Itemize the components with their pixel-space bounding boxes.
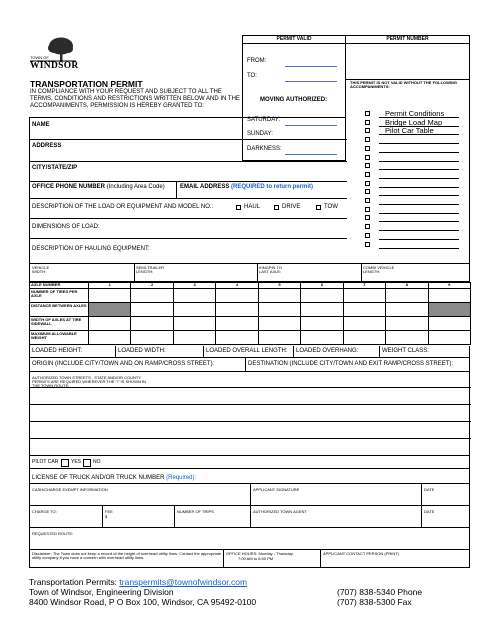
axle-value-cell[interactable] [259,317,301,331]
weight-class-label: WEIGHT CLASS: [382,348,429,354]
accompaniment-line [379,169,459,170]
email-label [180,184,313,191]
disclaimer-row [29,550,470,568]
kingpin-text: KINGPIN TO [259,265,282,270]
accompaniments-notice: THIS PERMIT IS NOT VALID WITHOUT THE FOLLOWING ACCOMPANIMENTS: [350,80,458,90]
width-text: WIDTH: [32,269,47,275]
axle-value-cell[interactable] [216,317,258,331]
town-logo [30,36,79,74]
saturday-label: SATURDAY: [247,117,281,123]
permit-number-header: PERMIT NUMBER [386,36,429,42]
axle-value-cell[interactable] [174,317,216,331]
footer-fax: (707) 838-5300 Fax [337,597,412,607]
combi-length-label [363,266,394,274]
logo-town-of: TOWN OF [30,55,49,60]
axle-row-label: MAXIMUM ALLOWABLE WEIGHT [30,331,89,345]
axle-value-cell[interactable] [131,289,173,303]
axle-value-cell[interactable] [216,289,258,303]
accompaniment-line [379,248,459,249]
accompaniment-checkbox[interactable] [365,128,370,133]
accompaniment-checkbox[interactable] [365,172,370,177]
axle-number-cell: 2 [131,282,173,289]
axle-number-cell: 4 [216,282,258,289]
axle-value-cell[interactable] [259,331,301,345]
accompaniment-checkbox[interactable] [365,155,370,160]
axle-value-cell[interactable] [301,331,343,345]
sunday-label: SUNDAY: [247,131,273,137]
accompaniment-line [379,204,459,205]
kingpin-label [259,266,282,274]
license-row [29,468,470,484]
pilot-car-label: PILOT CAR [32,459,59,465]
vehicle-dimensions-row [29,264,470,282]
tow-checkbox[interactable] [316,205,321,210]
loaded-overall-label: LOADED OVERALL LENGTH: [206,348,288,354]
date-label-1: DATE [424,487,435,492]
axle-value-cell[interactable] [259,303,301,317]
axle-table [29,282,470,346]
accompaniment-checkbox[interactable] [365,233,370,238]
accompaniment-line [379,195,459,196]
axle-value-cell[interactable] [386,289,428,303]
accompaniment-line [379,213,459,214]
axle-value-cell[interactable] [386,331,428,345]
axle-value-cell[interactable] [429,289,471,303]
page-title: TRANSPORTATION PERMIT [30,79,143,89]
pilot-car-row [29,456,470,468]
accompaniment-checkbox[interactable] [365,224,370,229]
destination-label: DESTINATION (INCLUDE CITY/TOWN AND EXIT RAMP/CROSS STREET): [248,361,454,367]
phone-label-note: (Including Area Code) [106,184,165,190]
accompaniment-line [379,239,459,240]
date-label-2: DATE [424,509,435,514]
loaded-height-label: LOADED HEIGHT: [32,348,83,354]
office-hours-label: OFFICE HOURS: Monday - Thursday [226,551,293,556]
axle-value-cell[interactable] [301,303,343,317]
description-label: DESCRIPTION OF THE LOAD OR EQUIPMENT AND MODEL NO.: [32,204,214,210]
dimensions-label: DIMENSIONS OF LOAD: [32,224,100,230]
axle-value-cell[interactable] [174,303,216,317]
axle-row-label: NUMBER OF TIRES PER AXLE [30,289,89,303]
email-label-text: EMAIL ADDRESS [180,184,230,190]
axle-value-cell[interactable] [429,303,471,317]
drive-label: DRIVE [282,204,301,210]
axle-value-cell[interactable] [344,331,386,345]
intro-text: IN COMPLIANCE WITH YOUR REQUEST AND SUBJECT TO ALL THE TERMS, CONDITIONS AND RESTRICTIONS WRITTEN BELOW AND IN THE ACCOMPANIMENTS, PERMISSION IS HEREBY GRANTED TO: [30,89,240,109]
accompaniment-checkbox[interactable] [365,215,370,220]
hauling-equipment-label: DESCRIPTION OF HAULING EQUIPMENT: [32,246,150,252]
axle-value-cell[interactable] [344,303,386,317]
pilot-no-label: NO [93,459,101,465]
accompaniment-line [379,187,459,188]
darkness-label: DARKNESS: [247,146,282,152]
axle-value-cell[interactable] [174,289,216,303]
authorized-streets-box [29,372,470,456]
footer-phone: (707) 838-5340 Phone [337,587,423,597]
fee-value: $ [105,514,108,519]
to-label: TO: [247,73,257,79]
accompaniment-checkbox[interactable] [365,198,370,203]
accompaniment-item-label: Permit Conditions [385,109,445,118]
moving-authorized-label: MOVING AUTHORIZED: [260,97,328,103]
axle-row-label: DISTANCE BETWEEN AXLES [30,303,89,317]
length2-text: LENGTH: [363,269,381,275]
license-text: LICENSE OF TRUCK AND/OR TRUCK NUMBER [32,475,165,481]
name-label: NAME [32,122,50,128]
loaded-overhang-label: LOADED OVERHANG: [296,348,359,354]
axle-number-cell: 8 [386,282,428,289]
charge-to-label: CHARGE TO: [32,509,57,514]
axle-value-cell[interactable] [89,289,131,303]
accompaniment-line [379,230,459,231]
accompaniment-checkbox[interactable] [365,120,370,125]
logo-windsor: WINDSOR [30,61,79,71]
phone-label-text: OFFICE PHONE NUMBER [32,184,106,190]
contact-person-label: APPLICANT CONTACT PERSON (PRINT) [323,551,400,556]
footer-email-link[interactable]: transpermits@townofwindsor.com [119,577,248,587]
pilot-yes-box[interactable] [61,459,69,467]
axle-number-cell: 9 [429,282,471,289]
footer-address: 8400 Windsor Road, P O Box 100, Windsor, CA 95492-0100 [29,597,257,607]
phone-label [32,184,165,191]
accompaniment-checkbox[interactable] [365,137,370,142]
accompaniment-line [379,178,459,179]
axle-number-cell: 7 [344,282,386,289]
loaded-width-label: LOADED WIDTH: [118,348,166,354]
accompaniment-checkbox[interactable] [365,111,370,116]
permit-valid-header: PERMIT VALID [276,36,312,42]
number-of-trips-label: NUMBER OF TRIPS [177,509,214,514]
footer [29,578,470,614]
accompaniment-checkbox[interactable] [365,163,370,168]
license-label [32,475,196,482]
semi-text: SEMI-TRAILER [136,265,165,270]
accompaniment-checkbox[interactable] [365,207,370,212]
charge-fee-row [29,506,470,528]
axle-number-cell: 5 [259,282,301,289]
accompaniment-checkbox[interactable] [365,242,370,247]
accompaniment-line [379,221,459,222]
footer-permits-label: Transportation Permits: [29,577,118,587]
pilot-yes-label: YES [71,459,82,465]
pilot-no-box[interactable] [83,459,91,467]
footer-org: Town of Windsor, Engineering Division [29,587,174,597]
email-label-note: (REQUIRED to return permit) [231,184,314,190]
axle-value-cell[interactable] [301,317,343,331]
accompaniment-checkbox[interactable] [365,189,370,194]
accompaniment-line [379,152,459,153]
axle-number-cell: 3 [174,282,216,289]
combi-text: COMBI VEHICLE [363,265,395,270]
axle-row-label: AXLE NUMBER [30,282,89,289]
accompaniment-item-label: Pilot Car Table [385,126,434,135]
accompaniment-item-label: Bridge Load Map [385,118,443,127]
requested-route-label: REQUESTED ROUTE: [32,531,74,536]
axle-value-cell[interactable] [216,303,258,317]
haul-label: HAUL [244,204,261,210]
axle-value-cell[interactable] [344,317,386,331]
authorized-agent-label: AUTHORIZED TOWN AGENT [253,509,307,514]
axle-value-cell[interactable] [259,289,301,303]
city-label: CITY/STATE/ZIP [32,165,78,171]
axle-value-cell[interactable] [131,331,173,345]
disclaimer-text: Disclaimer: The Town does not keep a record of the height of overhead utility lines. Contact the appropriate utility company if you have a concern with overhead utility lines. [32,551,222,561]
applicant-signature-label: APPLICANT SIGNATURE [253,487,300,492]
accompaniment-line [379,143,459,144]
origin-destination-row [29,358,470,372]
axle-value-cell[interactable] [89,331,131,345]
axle-number-cell: 1 [89,282,131,289]
axle-value-cell[interactable] [301,289,343,303]
axle-value-cell[interactable] [174,331,216,345]
authorized-streets-label: AUTHORIZED TOWN STREETS - STATE AND/OR COUNTY PERMITS ARE REQUIRED WHEREVER THE "/" IS SHOWN IN THE TOWN ROUTE. [32,375,146,389]
vehicle-text: VEHICLE [32,265,50,270]
last-axle-text: LAST AXLE: [259,269,282,275]
requested-route-row [29,528,470,550]
semi-length-label [136,266,164,274]
haul-checkbox[interactable] [236,205,241,210]
axle-row-label: WIDTH OF AXLES AT TIRE SIDEWALL [30,317,89,331]
fee-label: FEE [105,509,113,514]
axle-value-cell[interactable] [89,317,131,331]
axle-value-cell[interactable] [344,289,386,303]
axle-value-cell[interactable] [386,303,428,317]
axle-value-cell[interactable] [131,317,173,331]
drive-checkbox[interactable] [274,205,279,210]
address-label: ADDRESS [32,143,62,149]
axle-value-cell[interactable] [429,331,471,345]
axle-number-cell: 6 [301,282,343,289]
axle-value-cell[interactable] [131,303,173,317]
license-note: (Required): [166,475,197,481]
office-hours-time: 7:00 AM to 6:00 PM [238,556,274,561]
length-text: LENGTH: [136,269,154,275]
accompaniment-line [379,161,459,162]
cash-exempt-label: CASH/CHARGE EXEMPT INFORMATION [32,487,108,492]
axle-table-top-border [30,282,471,283]
from-field[interactable] [285,66,337,67]
axle-value-cell[interactable] [216,331,258,345]
axle-value-cell[interactable] [429,317,471,331]
axle-value-cell[interactable] [386,317,428,331]
from-label: FROM: [247,58,267,64]
tow-label: TOW [324,204,338,210]
vehicle-width-label [32,266,49,274]
accompaniment-checkbox[interactable] [365,146,370,151]
to-field[interactable] [285,81,337,82]
cash-signature-row [29,484,470,506]
accompaniment-checkbox[interactable] [365,181,370,186]
axle-value-cell[interactable] [89,303,131,317]
loaded-row [29,346,470,358]
origin-label: ORIGIN (INCLUDE CITY/TOWN AND ON RAMP/CROSS STREET): [32,361,215,367]
applicant-box [29,117,346,264]
